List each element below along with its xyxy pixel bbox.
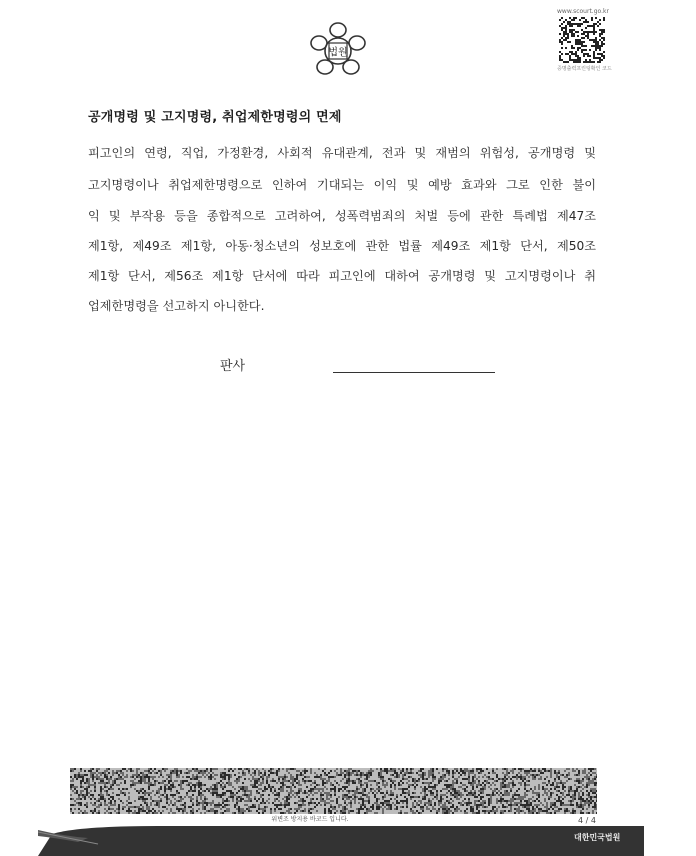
seal-text: 법원 <box>328 47 348 59</box>
court-seal-icon <box>307 21 369 81</box>
body-line: 고지명령이나 취업제한명령으로 인하여 기대되는 이익 및 예방 효과와 그로 인한 불이 <box>88 178 596 192</box>
footer-bar <box>38 822 644 856</box>
court-name: 대한민국법원 <box>574 833 621 842</box>
judge-label: 판사 <box>220 359 246 374</box>
body-line: 업제한명령을 선고하지 아니한다. <box>88 299 265 313</box>
verification-qr-block <box>557 8 612 72</box>
body-line: 제1항 단서, 제56조 제1항 단서에 따라 피고인에 대하여 공개명령 및 고지명령이나 취 <box>88 269 596 283</box>
anti-forgery-barcode <box>70 768 597 814</box>
section-heading: 공개명령 및 고지명령, 취업제한명령의 면제 <box>88 110 342 125</box>
qr-url: www.scourt.go.kr <box>557 8 609 15</box>
body-line: 익 및 부작용 등을 종합적으로 고려하여, 성폭력범죄의 처벌 등에 관한 특례법 제47조 <box>88 209 596 223</box>
page-number: 4 / 4 <box>578 816 596 825</box>
qr-code-icon <box>559 17 605 63</box>
body-line: 제1항, 제49조 제1항, 아동·청소년의 성보호에 관한 법률 제49조 제1항 단서, 제50조 <box>88 239 596 253</box>
signature-line <box>333 372 495 373</box>
court-seal <box>307 21 369 81</box>
forgery-notice: 위변조 방지용 바코드 입니다. <box>271 816 349 823</box>
qr-caption: 증명출력프린팅확인 코드 <box>557 66 612 72</box>
body-line: 피고인의 연령, 직업, 가정환경, 사회적 유대관계, 전과 및 재범의 위험성, 공개명령 및 <box>88 146 596 160</box>
